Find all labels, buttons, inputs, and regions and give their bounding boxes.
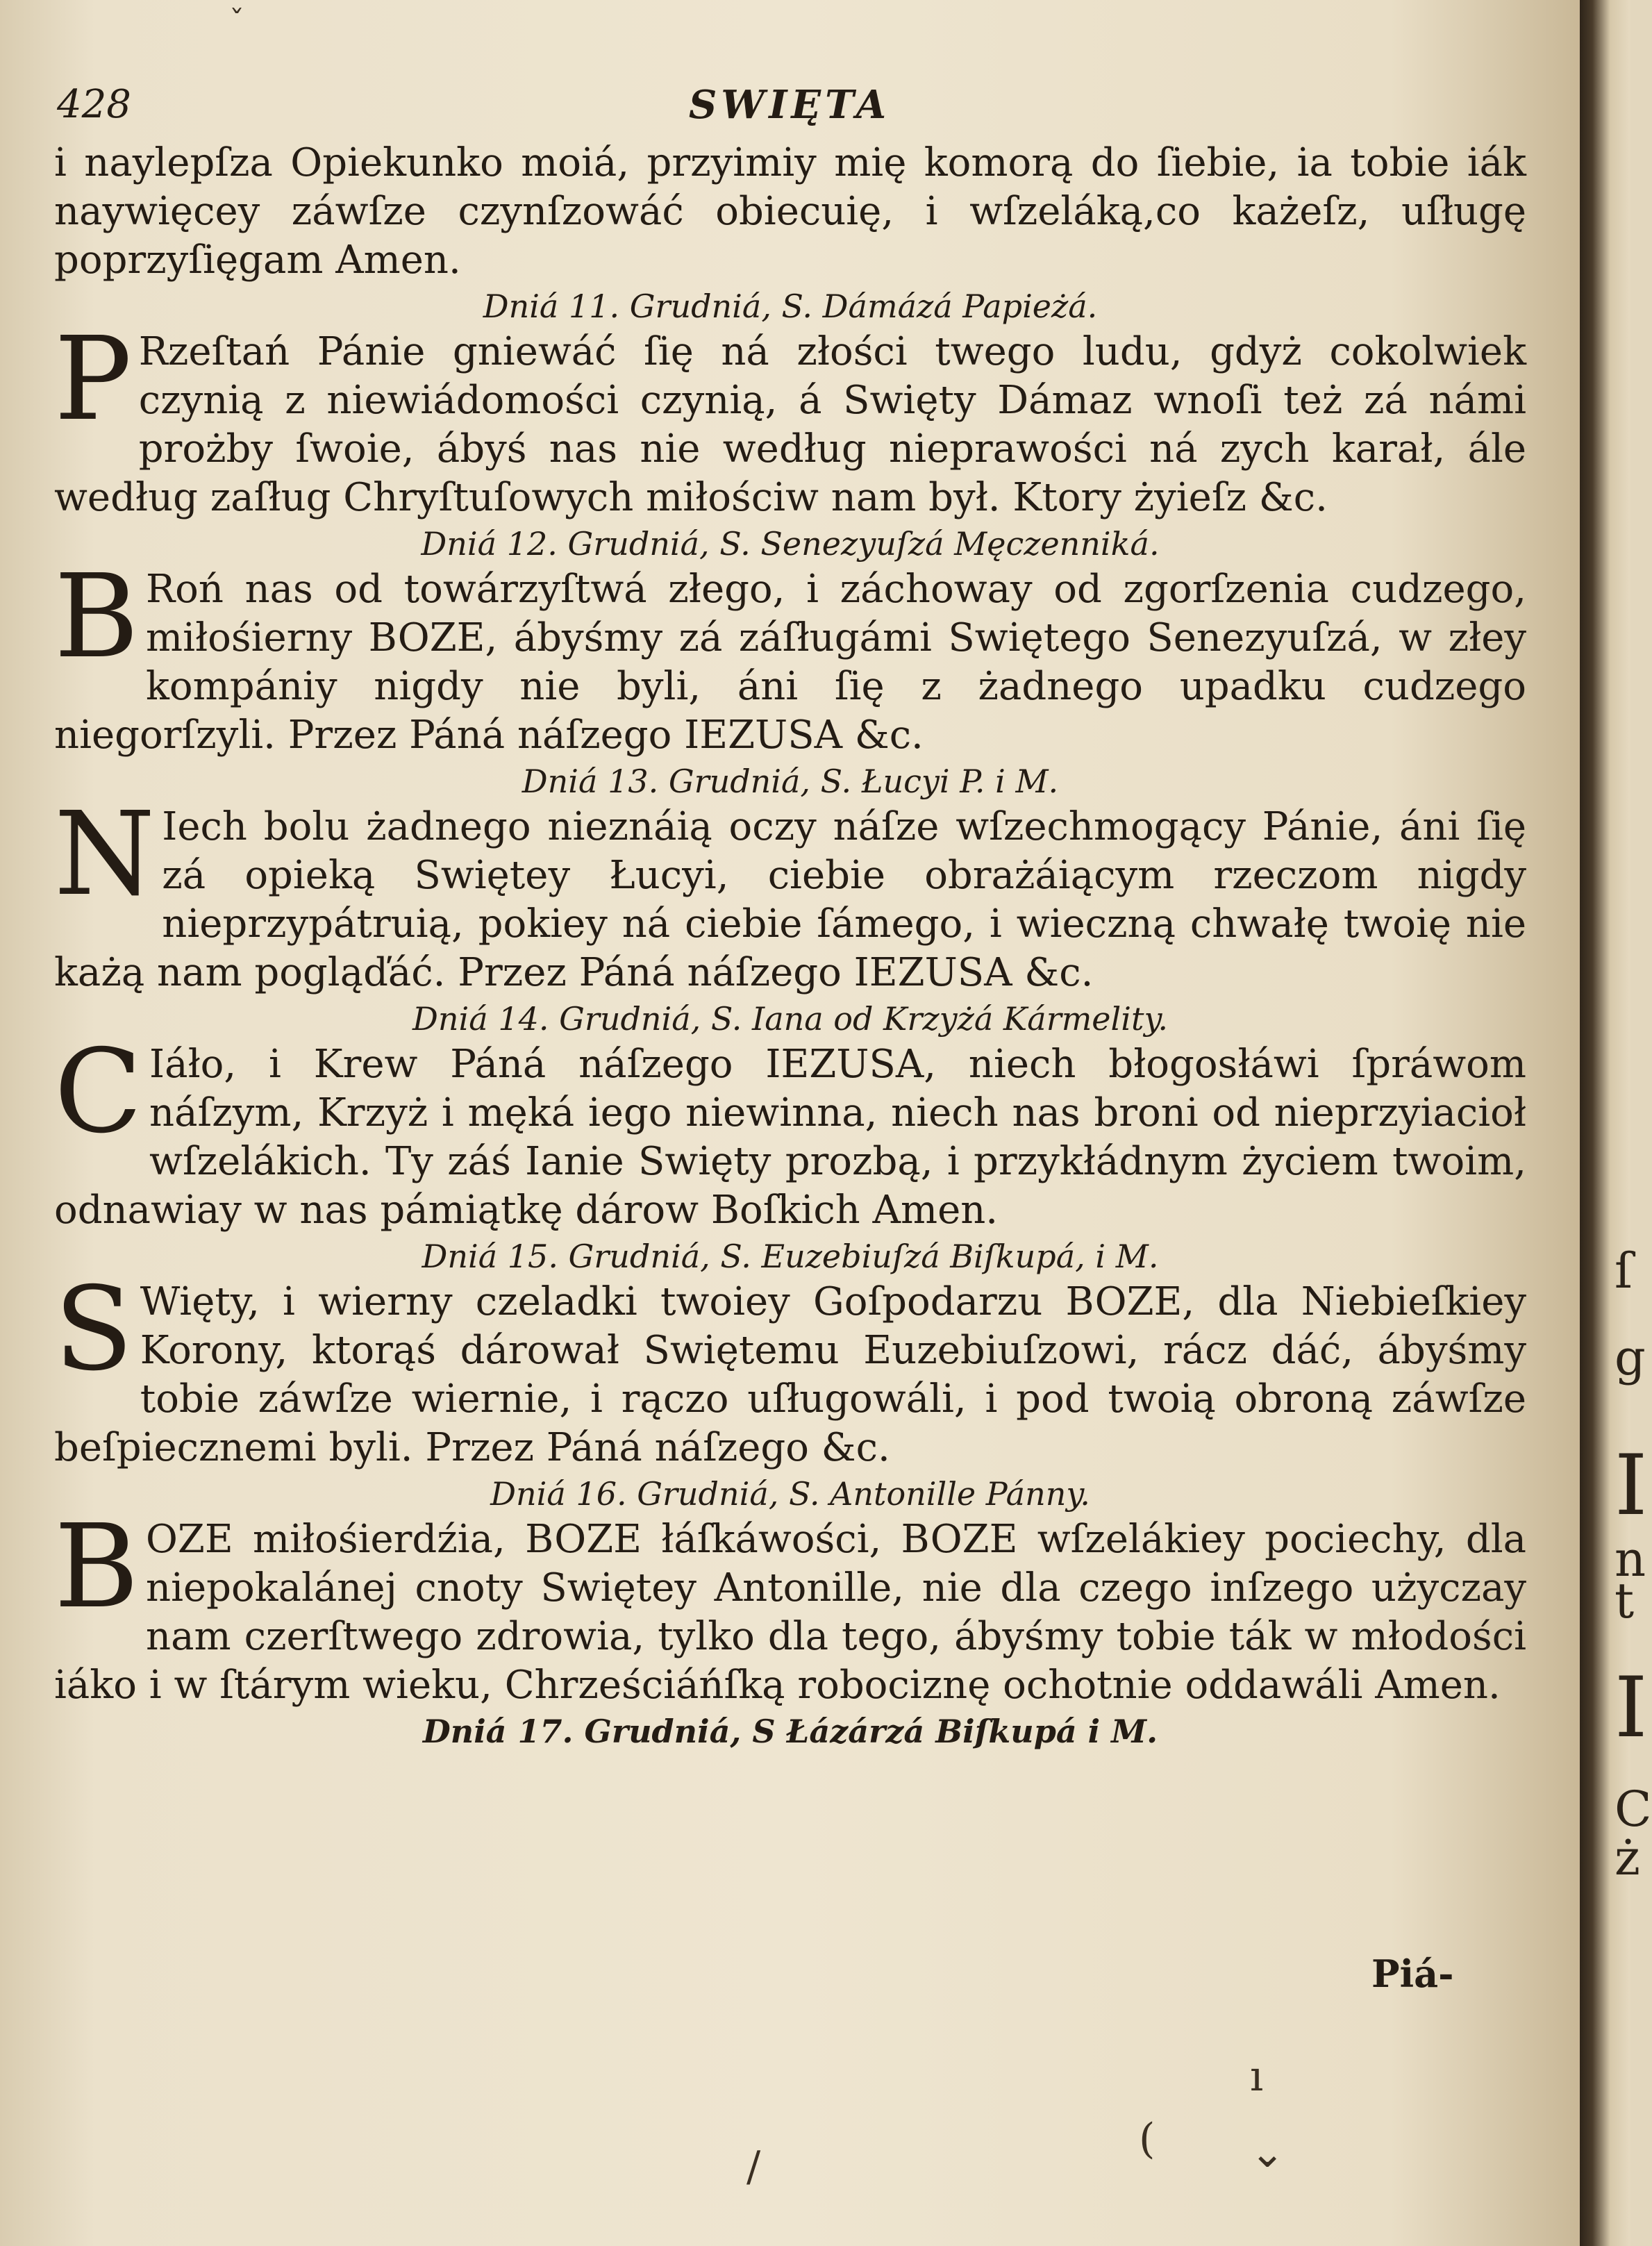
drop-cap-initial: B xyxy=(54,550,139,684)
facing-page-letter: t xyxy=(1615,1572,1635,1629)
drop-cap-initial: B xyxy=(54,1500,139,1634)
ink-mark: / xyxy=(746,2143,761,2191)
facing-page-letter: ż xyxy=(1615,1829,1640,1886)
prayer-paragraph xyxy=(54,788,1526,997)
prayer-paragraph xyxy=(54,313,1526,522)
facing-page-letter: ſ xyxy=(1615,1242,1633,1299)
entry-heading: Dniá 15. Grudniá, S. Euzebiuſzá Biſkupá, i M. xyxy=(422,1238,1159,1275)
page-text xyxy=(54,139,1526,1753)
closing-heading: Dniá 17. Grudniá, S Łázárzá Biſkupá i M. xyxy=(422,1713,1158,1750)
ink-mark: ( xyxy=(1139,2115,1155,2163)
page-header xyxy=(57,82,1522,138)
facing-page-letter: n xyxy=(1615,1531,1646,1588)
ink-mark: ˇ xyxy=(229,4,244,40)
entry-heading: Dniá 13. Grudniá, S. Łucyi P. i M. xyxy=(522,763,1059,800)
facing-page-letter: I xyxy=(1615,1438,1648,1534)
opening-paragraph: i naylepſza Opiekunko moiá, przyimiy mię komorą do ſiebie, ia tobie iák naywięcey záwſze czynſzowáć obiecuię, i wſzeláką,co każeſz, uſługę poprzyſięgam Amen. xyxy=(54,140,1526,283)
drop-cap-initial: C xyxy=(54,1025,143,1159)
ink-mark: ⌄ xyxy=(1250,2129,1285,2177)
entry-heading: Dniá 11. Grudniá, S. Dámázá Papieżá. xyxy=(483,288,1098,325)
prayer-text: Roń nas od towárzyſtwá złego, i záchoway od zgorſzenia cudzego, miłośierny BOZE, ábyśmy zá záſługámi Swiętego Senezyuſzá, w złey kompániy nigdy nie byli, áni ſię z żadnego upadku cudzego niegorſzyli. Przez Páná náſzego IEZUSA &c. xyxy=(54,567,1526,758)
entry-heading: Dniá 14. Grudniá, S. Iana od Krzyżá Kármelity. xyxy=(412,1000,1168,1038)
prayer-text: OZE miłośierdźia, BOZE łáſkáwości, BOZE wſzelákiey pociechy, dla niepokalánej cnoty Swiętey Antonille, nie dla czego inſzego użyczay nam czerſtwego zdrowia, tylko dla tego, ábyśmy tobie ták w młodości iáko i w ſtárym wieku, Chrześciáńſką robociznę ochotnie oddawáli Amen. xyxy=(54,1517,1526,1708)
book-gutter xyxy=(1580,0,1652,2246)
prayer-text: Iáło, i Krew Páná náſzego IEZUSA, niech błogosłáwi ſpráwom náſzym, Krzyż i męká iego niewinna, niech nas broni od nieprzyiacioł wſzelákich. Ty záś Ianie Swięty prozbą, i przykłádnym życiem twoim, odnawiay w nas pámiątkę dárow Boſkich Amen. xyxy=(54,1042,1526,1233)
running-head: SWIĘTA xyxy=(688,82,891,128)
drop-cap-initial: P xyxy=(54,313,132,447)
drop-cap-initial: S xyxy=(54,1263,133,1397)
entry-heading: Dniá 16. Grudniá, S. Antonille Pánny. xyxy=(490,1475,1090,1513)
facing-page-letter: g xyxy=(1615,1329,1646,1386)
catchword: Piá- xyxy=(1371,1952,1454,1996)
prayer-paragraph xyxy=(54,1263,1526,1472)
drop-cap-initial: N xyxy=(54,788,156,922)
facing-page-letter: I xyxy=(1615,1660,1648,1756)
prayer-text: Więty, i wierny czeladki twoiey Goſpodarzu BOZE, dla Niebieſkiey Korony, ktorąś dárował Swiętemu Euzebiuſzowi, rácz dáć, ábyśmy tobie záwſze wiernie, i rączo uſługowáli, i pod twoią obroną záwſze beſpiecznemi byli. Przez Páná náſzego &c. xyxy=(54,1279,1526,1470)
prayer-paragraph xyxy=(54,1025,1526,1235)
ink-mark: ı xyxy=(1250,2052,1264,2101)
prayer-text: Iech bolu żadnego nieznáią oczy náſze wſzechmogący Pánie, áni ſię zá opieką Swiętey Łucyi, ciebie obrażáiącym rzeczom nigdy nieprzypátruią, pokiey ná ciebie ſámego, i wieczną chwałę twoię nie każą nam pogląďáć. Przez Páná náſzego IEZUSA &c. xyxy=(54,804,1526,995)
facing-page-letter: C xyxy=(1615,1781,1652,1838)
entry-heading: Dniá 12. Grudniá, S. Senezyuſzá Męczenniká. xyxy=(421,525,1160,563)
prayer-paragraph xyxy=(54,1500,1526,1710)
prayer-text: Rzeſtań Pánie gniewáć ſię ná złości twego ludu, gdyż cokolwiek czynią z niewiádomości czynią, á Swięty Dámaz wnoſi też zá námi prożby ſwoie, ábyś nas nie według nieprawości ná zych karał, ále według zaſług Chryſtuſowych miłościw nam był. Ktory żyieſz &c. xyxy=(54,329,1526,520)
prayer-paragraph xyxy=(54,550,1526,760)
page-number: 428 xyxy=(57,82,131,127)
